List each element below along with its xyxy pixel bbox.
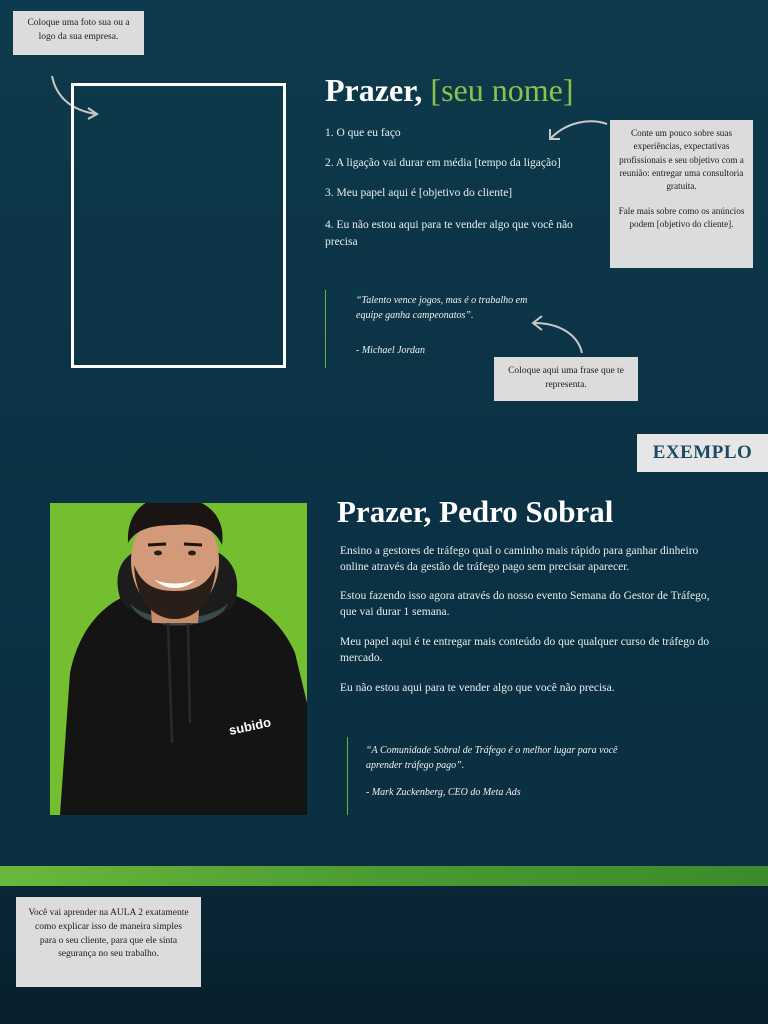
list-item: 1. O que eu faço	[325, 127, 401, 139]
footer-note	[16, 897, 201, 987]
experience-note	[610, 120, 753, 268]
person-photo	[50, 503, 307, 815]
hoodie-text: subido	[227, 714, 273, 738]
name-placeholder: [seu nome]	[430, 72, 574, 108]
quote-note	[494, 357, 638, 401]
example-badge: EXEMPLO	[637, 434, 768, 472]
list-item: 3. Meu papel aqui é [objetivo do cliente]	[325, 187, 513, 199]
example-paragraph: Eu não estou aqui para te vender algo que você não precisa.	[340, 682, 615, 694]
arrow-to-list-icon	[545, 118, 610, 148]
example-title: Prazer, Pedro Sobral	[337, 494, 614, 529]
experience-note-text: Conte um pouco sobre suas experiências, expectativas profissionais e seu objetivo com a reunião: entregar uma consultoria gratuita.	[619, 128, 744, 192]
green-divider-band	[0, 866, 768, 886]
quote-text: “A Comunidade Sobral de Tráfego é o melhor lugar para você aprender tráfego pago”.	[366, 745, 618, 771]
footer-note-text: Você vai aprender na AULA 2 exatamente como explicar isso de maneira simples para o seu cliente, para que ele sinta segurança no seu trabalho.	[28, 908, 189, 960]
example-paragraph: Meu papel aqui é te entregar mais conteúdo do que qualquer curso de tráfego do mercado.	[340, 636, 710, 665]
title-prefix: Prazer,	[325, 72, 423, 108]
arrow-to-quote-icon	[528, 313, 588, 358]
quote-author: - Michael Jordan	[356, 345, 426, 356]
list-item: 4. Eu não estou aqui para te vender algo que você não precisa	[325, 219, 573, 248]
list-item: 2. A ligação vai durar em média [tempo da ligação]	[325, 157, 561, 169]
quote-author: - Mark Zuckenberg, CEO do Meta Ads	[366, 787, 521, 798]
example-quote	[347, 737, 637, 815]
photo-note-text: Coloque uma foto sua ou a logo da sua empresa.	[27, 18, 130, 42]
quote-text: “Talento vence jogos, mas é o trabalho em equipe ganha campeonatos”.	[356, 295, 528, 321]
example-paragraph: Ensino a gestores de tráfego qual o caminho mais rápido para ganhar dinheiro online através da gestão de tráfego pago sem precisar aparecer.	[340, 545, 699, 574]
photo-placeholder-frame[interactable]	[71, 83, 286, 368]
template-title	[325, 72, 573, 109]
photo-note	[13, 11, 144, 55]
quote-note-text: Coloque aqui uma frase que te representa.	[508, 366, 624, 390]
example-paragraph: Estou fazendo isso agora através do nosso evento Semana do Gestor de Tráfego, que vai durar 1 semana.	[340, 590, 710, 619]
person-illustration-icon	[50, 503, 307, 815]
experience-note-text-2: Fale mais sobre como os anúncios podem [objetivo do cliente].	[618, 205, 745, 230]
